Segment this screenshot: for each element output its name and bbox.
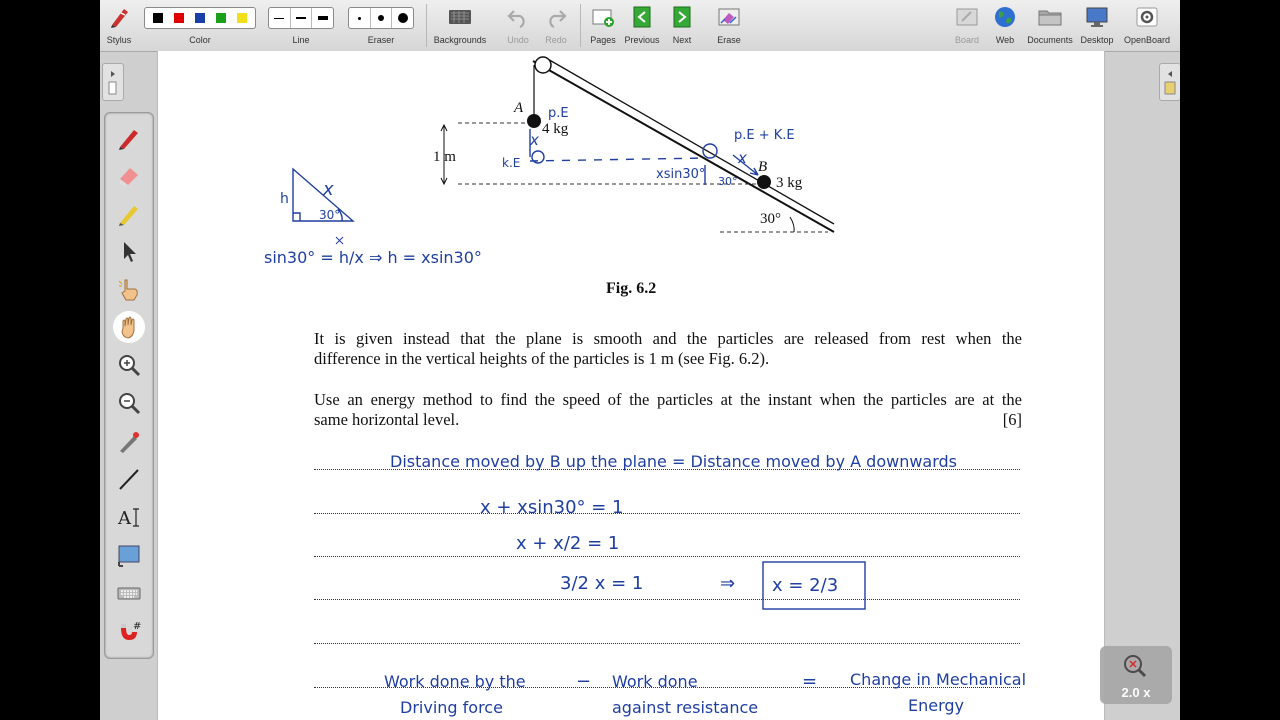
label-b: B xyxy=(758,159,768,175)
color-swatch-blue[interactable] xyxy=(195,13,205,23)
redo-label: Redo xyxy=(545,35,567,45)
angle-label: 30° xyxy=(760,211,781,227)
erase-page-icon xyxy=(716,5,742,29)
board-button[interactable] xyxy=(948,0,986,51)
keyboard-icon xyxy=(116,580,142,606)
pages-button[interactable] xyxy=(586,0,620,51)
equals-sign: = xyxy=(802,671,818,692)
backgrounds-button[interactable] xyxy=(432,0,488,51)
question-paragraph-1 xyxy=(314,329,1022,369)
add-page-icon xyxy=(590,5,616,29)
arrow-pointer-icon xyxy=(116,238,142,264)
backgrounds-label: Backgrounds xyxy=(433,35,487,45)
plane-surface xyxy=(533,61,834,232)
previous-label: Previous xyxy=(624,35,660,45)
zoom-in-tool[interactable] xyxy=(113,349,145,381)
documents-label: Documents xyxy=(1027,35,1073,45)
color-swatch-black[interactable] xyxy=(153,13,163,23)
laser-pointer-icon xyxy=(116,428,142,454)
mass-b: 3 kg xyxy=(776,175,803,191)
pages-label: Pages xyxy=(590,35,616,45)
board-label: Board xyxy=(954,35,980,45)
annotation-ke: k.E xyxy=(502,156,521,170)
pen-icon xyxy=(116,124,142,150)
color-swatch-yellow[interactable] xyxy=(237,13,247,23)
work-driving-1: Work done by the xyxy=(384,672,526,691)
documents-button[interactable] xyxy=(1024,0,1076,51)
line-width-selector xyxy=(268,7,334,29)
line-thin[interactable] xyxy=(269,8,291,28)
angle-arc xyxy=(790,217,794,232)
magnet-tool[interactable] xyxy=(113,615,145,647)
svg-text:#: # xyxy=(133,621,142,632)
color-group xyxy=(144,0,256,51)
text-tool[interactable] xyxy=(113,501,145,533)
undo-button[interactable] xyxy=(500,0,536,51)
capture-tool[interactable] xyxy=(113,539,145,571)
select-tool[interactable] xyxy=(113,235,145,267)
eraser-tool[interactable] xyxy=(113,159,145,191)
highlighter-icon xyxy=(116,200,142,226)
question-p2-line2: same horizontal level. xyxy=(314,410,460,429)
minus-sign: − xyxy=(576,671,592,692)
folder-icon xyxy=(1037,5,1063,29)
zoom-out-icon xyxy=(116,390,142,416)
annotation-x-b: x xyxy=(738,149,747,167)
tool-palette xyxy=(104,112,154,659)
highlighter-tool[interactable] xyxy=(113,197,145,229)
left-panel-toggle[interactable] xyxy=(102,63,124,101)
pulley xyxy=(535,57,551,73)
question-p2-line2-row xyxy=(314,410,1022,430)
redo-button[interactable] xyxy=(538,0,574,51)
change-energy-1: Change in Mechanical xyxy=(850,670,1027,689)
next-label: Next xyxy=(672,35,692,45)
eraser-size-selector xyxy=(348,7,414,29)
color-swatch-green[interactable] xyxy=(216,13,226,23)
board-icon xyxy=(954,5,980,29)
boxed-answer: x = 2/3 xyxy=(772,575,839,596)
eraser-icon xyxy=(116,162,142,188)
next-button[interactable] xyxy=(664,0,700,51)
laser-pointer-tool[interactable] xyxy=(113,425,145,457)
backgrounds-icon xyxy=(447,5,473,29)
desktop-label: Desktop xyxy=(1080,35,1114,45)
answer-line xyxy=(314,469,1020,470)
undo-icon xyxy=(505,5,531,29)
zoom-indicator[interactable] xyxy=(1100,646,1172,704)
eraser-label: Eraser xyxy=(367,35,395,45)
gear-icon xyxy=(1134,5,1160,29)
toolbar-separator xyxy=(580,4,581,47)
previous-page-icon xyxy=(629,5,655,29)
erase-button[interactable] xyxy=(710,0,748,51)
collapse-arrow-icon xyxy=(1160,64,1180,100)
expand-arrow-icon xyxy=(103,64,123,100)
stylus-button[interactable] xyxy=(100,0,138,51)
zoom-level: 2.0 x xyxy=(1121,685,1151,700)
line-medium[interactable] xyxy=(291,8,313,28)
line-icon xyxy=(116,466,142,492)
right-angle-mark xyxy=(293,213,300,221)
hand-tool[interactable] xyxy=(113,311,145,343)
redo-icon xyxy=(543,5,569,29)
web-label: Web xyxy=(995,35,1015,45)
line-thick[interactable] xyxy=(312,8,333,28)
next-page-icon xyxy=(669,5,695,29)
particle-a xyxy=(527,114,541,128)
eraser-group xyxy=(348,0,414,51)
b-initial-position xyxy=(703,144,717,158)
openboard-label: OpenBoard xyxy=(1123,35,1171,45)
answer-line xyxy=(314,513,1020,514)
line-label: Line xyxy=(292,35,310,45)
question-p2-line1: Use an energy method to find the speed of the particles at the instant when the particles are at the xyxy=(314,390,1022,409)
web-button[interactable] xyxy=(988,0,1022,51)
stylus-label: Stylus xyxy=(106,35,132,45)
annotation-pe: p.E xyxy=(548,106,569,121)
question-p1-line1: It is given instead that the plane is smooth and the particles are released from rest when the xyxy=(314,329,1022,348)
annotation-pe-ke: p.E + K.E xyxy=(734,128,795,143)
color-label: Color xyxy=(189,35,211,45)
openboard-menu-button[interactable] xyxy=(1118,0,1176,51)
main-toolbar xyxy=(100,0,1180,52)
work-resistance-2: against resistance xyxy=(612,698,759,717)
particle-b xyxy=(757,175,771,189)
sine-equation: sin30° = h/x ⇒ h = xsin30° xyxy=(264,248,482,267)
erase-label: Erase xyxy=(717,35,741,45)
triangle-x: x xyxy=(323,179,334,200)
desktop-button[interactable] xyxy=(1078,0,1116,51)
eraser-medium[interactable] xyxy=(371,8,393,28)
stylus-icon xyxy=(106,5,132,29)
pointing-hand-icon xyxy=(116,276,142,302)
implies-arrow: ⇒ xyxy=(720,573,736,594)
hand-icon xyxy=(116,314,142,340)
text-icon xyxy=(116,504,142,530)
work-resistance-1: Work done xyxy=(612,672,698,691)
zoom-in-icon xyxy=(116,352,142,378)
document-page[interactable] xyxy=(157,51,1105,720)
annotation-xsin30: xsin30° xyxy=(656,167,706,182)
answer-line xyxy=(314,643,1020,644)
previous-button[interactable] xyxy=(624,0,660,51)
magnet-icon xyxy=(116,618,142,644)
toolbar-separator xyxy=(426,4,427,47)
eraser-large[interactable] xyxy=(392,8,413,28)
cross-mark xyxy=(336,237,343,244)
answer-line xyxy=(314,556,1020,557)
triangle-angle: 30° xyxy=(319,208,341,222)
annotation-x-a: x xyxy=(530,131,539,149)
figure-and-annotations xyxy=(158,51,1104,720)
openboard-window xyxy=(100,0,1180,720)
working-line-4: 3/2 x = 1 xyxy=(560,573,644,594)
question-marks: [6] xyxy=(1002,410,1022,429)
question-p1-line2: difference in the vertical heights of the particles is 1 m (see Fig. 6.2). xyxy=(314,349,770,368)
desktop-icon xyxy=(1084,5,1110,29)
work-driving-2: Driving force xyxy=(400,698,503,717)
answer-line xyxy=(314,599,1020,600)
interact-tool[interactable] xyxy=(113,273,145,305)
inclined-plane-figure xyxy=(441,57,834,232)
zoom-out-tool[interactable] xyxy=(113,387,145,419)
change-energy-2: Energy xyxy=(908,696,965,715)
answer-line xyxy=(314,687,1020,688)
keyboard-tool[interactable] xyxy=(113,577,145,609)
right-panel-toggle[interactable] xyxy=(1159,63,1180,101)
line-group xyxy=(268,0,334,51)
question-paragraph-2 xyxy=(314,390,1022,430)
dashed-equal-level xyxy=(530,158,706,161)
globe-icon xyxy=(992,5,1018,29)
undo-label: Undo xyxy=(507,35,529,45)
pen-tool[interactable] xyxy=(113,121,145,153)
eraser-small[interactable] xyxy=(349,8,371,28)
screen-capture-icon xyxy=(116,542,142,568)
svg-text:A: A xyxy=(118,508,131,529)
color-swatches xyxy=(144,7,256,29)
line-tool[interactable] xyxy=(113,463,145,495)
label-a: A xyxy=(514,100,524,116)
figure-caption: Fig. 6.2 xyxy=(606,280,657,297)
working-line-3: x + x/2 = 1 xyxy=(516,533,620,554)
working-line-1: Distance moved by B up the plane = Distance moved by A downwards xyxy=(390,452,958,471)
triangle-h: h xyxy=(280,191,289,207)
working-line-2: x + xsin30° = 1 xyxy=(480,497,624,518)
mass-a: 4 kg xyxy=(542,121,569,137)
zoom-icon xyxy=(1100,652,1172,688)
annotation-small-angle: 30° xyxy=(718,175,738,188)
height-label: 1 m xyxy=(433,149,456,165)
color-swatch-red[interactable] xyxy=(174,13,184,23)
